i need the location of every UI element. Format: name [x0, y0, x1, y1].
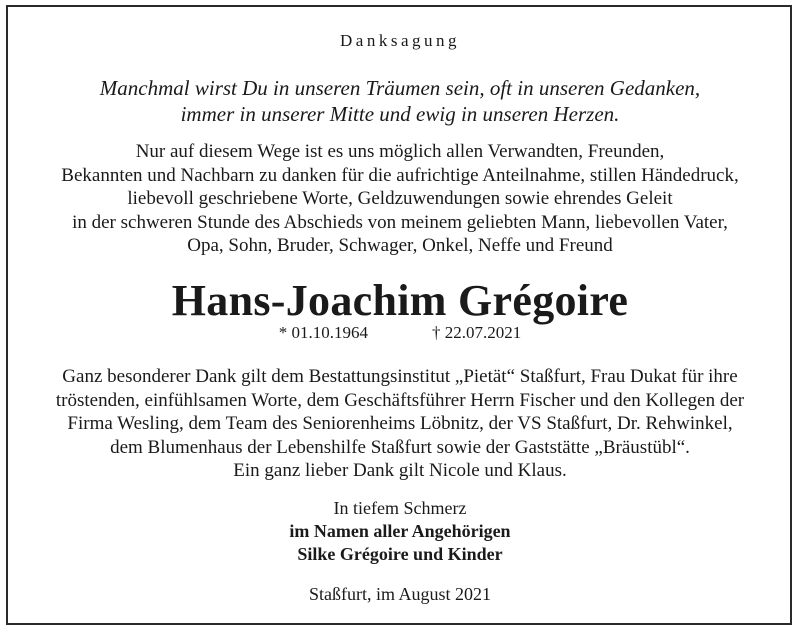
life-dates [8, 323, 792, 343]
special-thanks-line: tröstenden, einfühlsamen Worte, dem Geschäftsführer Herrn Fischer und den Kollegen der [55, 389, 745, 411]
thanks-paragraph [8, 140, 792, 258]
thanks-line: in der schweren Stunde des Abschieds von meinem geliebten Mann, liebevollen Vater, [72, 211, 728, 233]
special-thanks-line: Ein ganz lieber Dank gilt Nicole und Klaus. [233, 460, 567, 481]
special-thanks-line: dem Blumenhaus der Lebenshilfe Staßfurt sowie der Gaststätte „Bräustübl“. [110, 436, 690, 458]
closing-signature [8, 497, 792, 566]
place-and-date: Staßfurt, im August 2021 [308, 584, 491, 604]
thanks-line: Opa, Sohn, Bruder, Schwager, Onkel, Neffe und Freund [187, 235, 613, 256]
birth-date: * 01.10.1964 [278, 323, 368, 342]
special-thanks-line: Firma Wesling, dem Team des Seniorenheims Löbnitz, der VS Staßfurt, Dr. Rehwinkel, [67, 413, 733, 434]
thanks-line: liebevoll geschriebene Worte, Geldzuwendungen sowie ehrendes Geleit [127, 188, 673, 209]
special-thanks-line: Ganz besonderer Dank gilt dem Bestattungsinstitut „Pietät“ Staßfurt, Frau Dukat für ihre [62, 366, 738, 387]
poem-line: Manchmal wirst Du in unseren Träumen sein, oft in unseren Gedanken, [99, 76, 701, 100]
thanks-line: Bekannten und Nachbarn zu danken für die aufrichtige Anteilnahme, stillen Händedruck, [61, 164, 739, 186]
thanks-line: Nur auf diesem Wege ist es uns möglich allen Verwandten, Freunden, [135, 141, 665, 162]
poem-line: immer in unserer Mitte und ewig in unseren Herzen. [180, 102, 620, 126]
family-phrase: im Namen aller Angehörigen [289, 521, 511, 541]
death-date: † 22.07.2021 [432, 323, 522, 342]
special-thanks-paragraph [8, 365, 792, 483]
signatories: Silke Grégoire und Kinder [297, 544, 503, 564]
memorial-poem [8, 75, 792, 127]
closing-phrase: In tiefem Schmerz [333, 498, 467, 518]
deceased-name: Hans-Joachim Grégoire [171, 276, 629, 325]
notice-heading: Danksagung [340, 31, 460, 50]
